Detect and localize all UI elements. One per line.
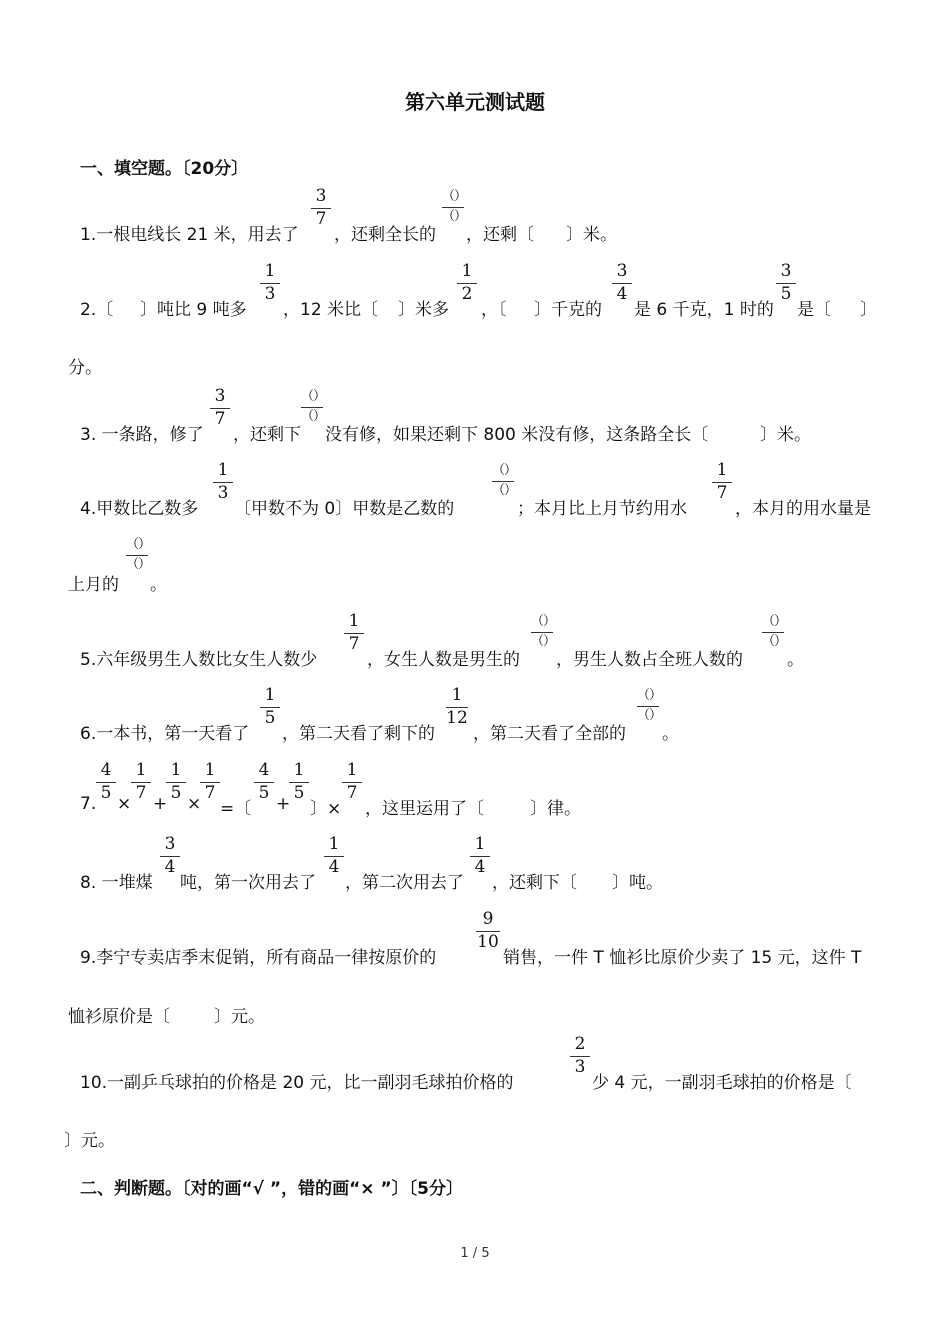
q7-fraction-6: 1 5 bbox=[289, 762, 309, 802]
q7-close-paren: 〕× bbox=[310, 799, 342, 819]
q8-fraction-1: 3 4 bbox=[160, 836, 180, 876]
q1-blank-fraction[interactable]: （） （） bbox=[442, 189, 467, 224]
q4-text-c: ；本月比上月节约用水 bbox=[517, 499, 687, 519]
q9-text-b: 销售，一件 T 恤衫比原价少卖了 15 元，这件 T bbox=[503, 948, 862, 968]
q3-text-c2: 〕米。 bbox=[760, 425, 811, 445]
q7-times-2: × bbox=[187, 794, 202, 814]
q7-equals: =〔 bbox=[220, 799, 252, 819]
q6-text-b: ，第二天看了剩下的 bbox=[282, 724, 435, 744]
q5-text-a: 5.六年级男生人数比女生人数少 bbox=[80, 650, 318, 670]
q2-text-a: 2.〔 bbox=[80, 300, 114, 320]
q2-fraction-2: 1 2 bbox=[457, 263, 477, 303]
q3-text-b: ，还剩下 bbox=[233, 425, 301, 445]
q7-plus-2: + bbox=[276, 794, 291, 814]
q5-text-b: ，女生人数是男生的 bbox=[367, 650, 520, 670]
q3-text-c: 没有修，如果还剩下 800 米没有修，这条路全长〔 bbox=[325, 425, 709, 445]
q4-text-a: 4.甲数比乙数多 bbox=[80, 499, 199, 519]
q6-text-c: ，第二天看了全部的 bbox=[473, 724, 626, 744]
q4-continuation: 上月的 bbox=[68, 575, 119, 595]
q2-text-a2: 〕吨比 9 吨多 bbox=[140, 300, 247, 320]
q10-text-a: 10.一副乒乓球拍的价格是 20 元，比一副羽毛球拍价格的 bbox=[80, 1073, 514, 1093]
q8-text-b: 吨，第一次用去了 bbox=[180, 873, 316, 893]
q6-blank-fraction[interactable]: （） （） bbox=[637, 688, 662, 723]
q2-fraction-1: 1 3 bbox=[260, 263, 280, 303]
q6-text-d: 。 bbox=[662, 724, 679, 744]
q9-fraction: 9 10 bbox=[477, 909, 499, 952]
q2-text-e: 是〔 bbox=[797, 300, 831, 320]
q2-text-d: 是 6 千克，1 时的 bbox=[634, 300, 774, 320]
q4-continuation-end: 。 bbox=[150, 575, 167, 595]
q2-continuation: 分。 bbox=[68, 358, 102, 378]
q7-text-a: 7. bbox=[80, 794, 97, 814]
q6-fraction-1: 1 5 bbox=[260, 687, 280, 727]
q7-fraction-4: 1 7 bbox=[200, 762, 220, 802]
q2-text-e2: 〕 bbox=[860, 300, 877, 320]
q6-text-a: 6.一本书，第一天看了 bbox=[80, 724, 250, 744]
q1-text-b: ，还剩全长的 bbox=[334, 225, 436, 245]
q8-fraction-3: 1 4 bbox=[470, 836, 490, 876]
q9-continuation-end: 〕元。 bbox=[214, 1007, 265, 1027]
q9-text-a: 9.李宁专卖店季末促销，所有商品一律按原价的 bbox=[80, 948, 437, 968]
q10-continuation: 〕元。 bbox=[64, 1131, 115, 1151]
q8-text-d2: 〕吨。 bbox=[612, 873, 663, 893]
q4-fraction-1: 1 3 bbox=[213, 462, 233, 502]
q8-text-a: 8. 一堆煤 bbox=[80, 873, 153, 893]
q8-text-d: ，还剩下〔 bbox=[492, 873, 577, 893]
q2-fraction-3: 3 4 bbox=[612, 263, 632, 303]
q5-blank-fraction-1[interactable]: （） （） bbox=[531, 614, 556, 649]
q7-fraction-5: 4 5 bbox=[254, 762, 274, 802]
q5-text-c: ，男生人数占全班人数的 bbox=[556, 650, 743, 670]
q5-fraction: 1 7 bbox=[344, 613, 364, 653]
page-title: 第六单元测试题 bbox=[405, 90, 545, 114]
q3-text-a: 3. 一条路，修了 bbox=[80, 425, 204, 445]
q4-blank-fraction-1[interactable]: （） （） bbox=[492, 463, 517, 498]
q7-text-b2: 〕律。 bbox=[530, 799, 581, 819]
q2-text-c2: 〕千克的 bbox=[534, 300, 602, 320]
q7-fraction-2: 1 7 bbox=[131, 762, 151, 802]
q8-fraction-2: 1 4 bbox=[324, 836, 344, 876]
q1-text-d: 〕米。 bbox=[566, 225, 617, 245]
q2-fraction-4: 3 5 bbox=[776, 263, 796, 303]
q4-blank-fraction-2[interactable]: （） （） bbox=[126, 537, 151, 572]
q5-text-d: 。 bbox=[787, 650, 804, 670]
q7-times-1: × bbox=[117, 794, 132, 814]
q4-text-b: 〔甲数不为 0〕甲数是乙数的 bbox=[234, 499, 455, 519]
q6-fraction-2: 1 12 bbox=[446, 685, 468, 728]
q10-fraction: 2 3 bbox=[570, 1036, 590, 1076]
q1-text-c: ，还剩〔 bbox=[466, 225, 534, 245]
section-1-heading: 一、填空题。〔20分〕 bbox=[80, 159, 249, 179]
q4-fraction-2: 1 7 bbox=[712, 462, 732, 502]
q7-plus-1: + bbox=[153, 794, 168, 814]
q7-fraction-1: 4 5 bbox=[96, 762, 116, 802]
q1-text-a: 1.一根电线长 21 米，用去了 bbox=[80, 225, 299, 245]
section-2-heading: 二、判断题。〔对的画“√ ”，错的画“× ”〕〔5分〕 bbox=[80, 1179, 463, 1199]
q8-text-c: ，第二次用去了 bbox=[345, 873, 464, 893]
q10-text-b: 少 4 元，一副羽毛球拍的价格是〔 bbox=[592, 1073, 852, 1093]
q2-text-b: ，12 米比〔 bbox=[283, 300, 379, 320]
q3-blank-fraction[interactable]: （） （） bbox=[301, 389, 326, 424]
q3-fraction: 3 7 bbox=[210, 388, 230, 428]
q5-blank-fraction-2[interactable]: （） （） bbox=[762, 614, 787, 649]
q2-text-b2: 〕米多 bbox=[398, 300, 449, 320]
q7-text-b: ，这里运用了〔 bbox=[365, 799, 484, 819]
q7-fraction-3: 1 5 bbox=[166, 762, 186, 802]
q9-continuation: 恤衫原价是〔 bbox=[68, 1007, 170, 1027]
q4-text-d: ，本月的用水量是 bbox=[735, 499, 871, 519]
page-number: 1 / 5 bbox=[460, 1246, 490, 1261]
q7-fraction-7: 1 7 bbox=[342, 762, 362, 802]
q1-fraction: 3 7 bbox=[311, 188, 331, 228]
q2-text-c: ，〔 bbox=[481, 300, 507, 320]
